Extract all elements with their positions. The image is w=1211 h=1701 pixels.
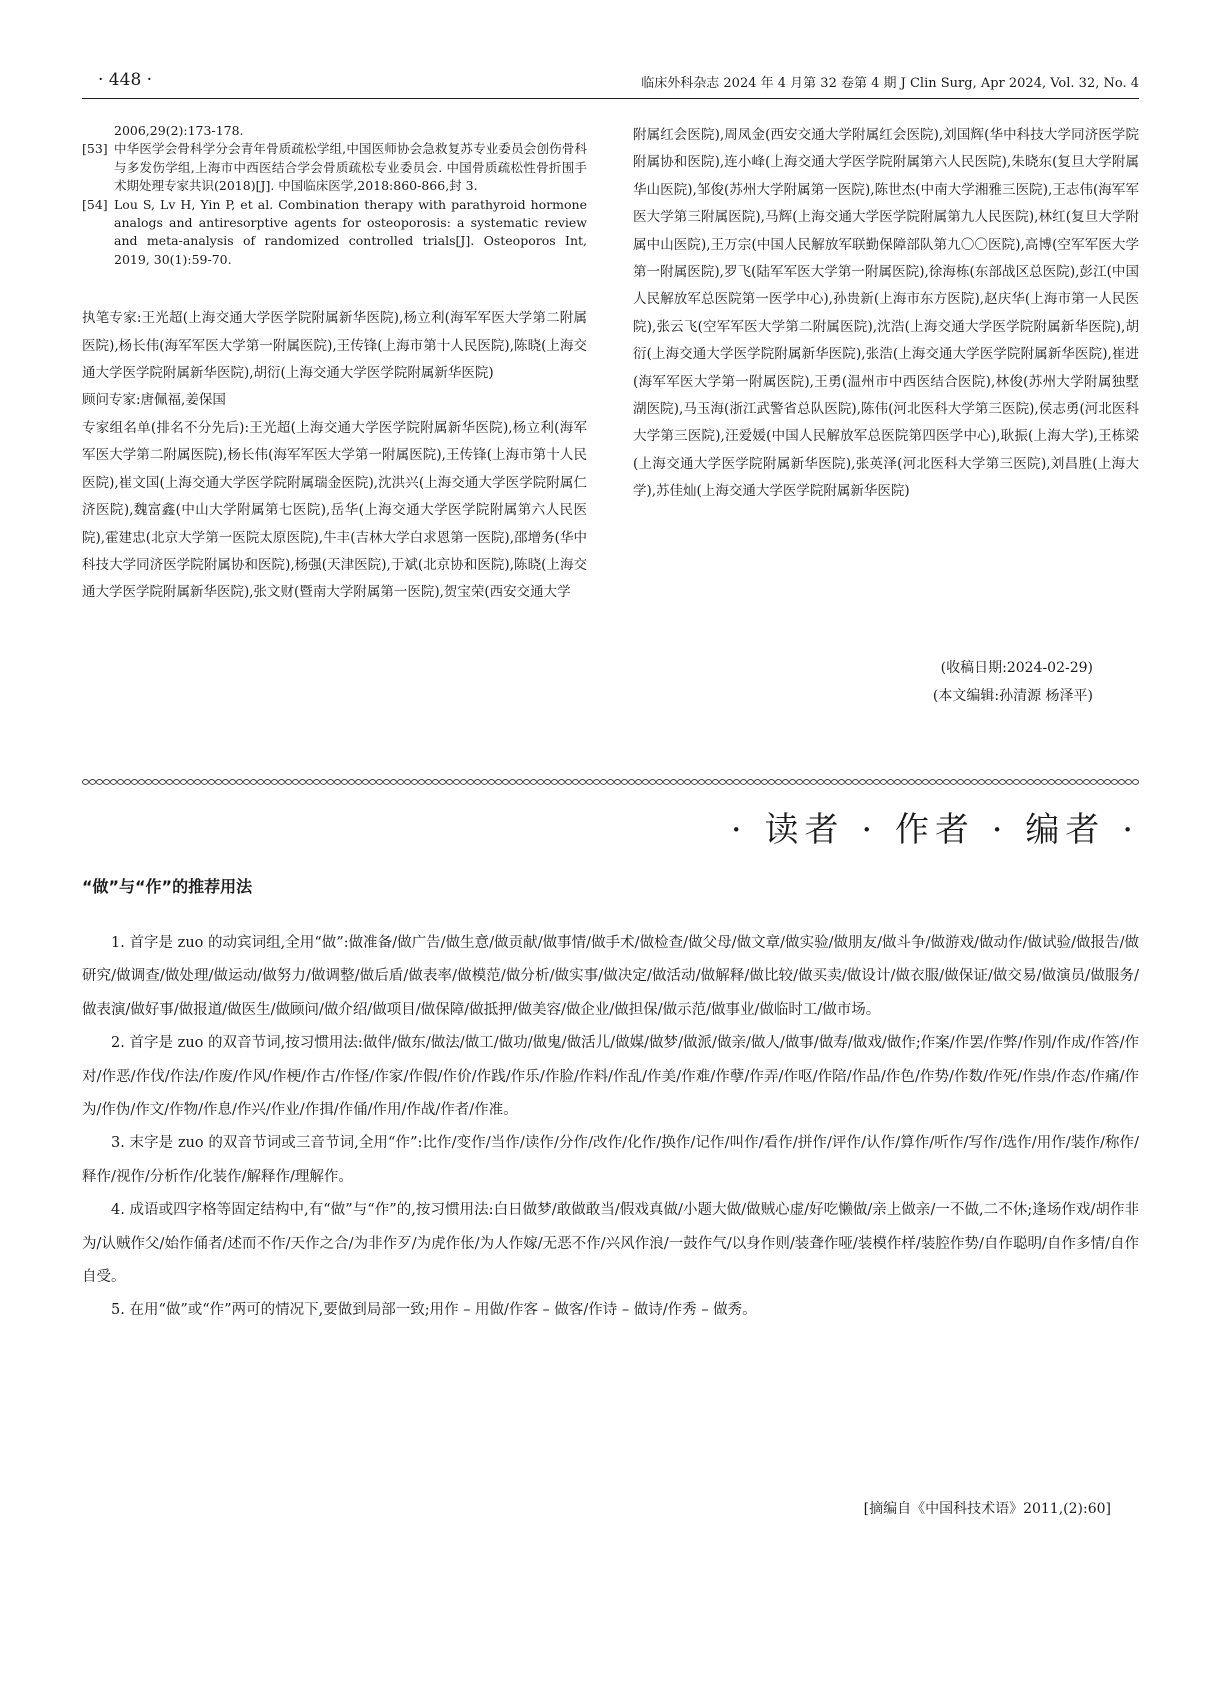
wave-divider-graphic <box>82 776 1139 788</box>
expert-group-members-continued: 附属红会医院),周凤金(西安交通大学附属红会医院),刘国辉(华中科技大学同济医学院附属协和医院),连小峰(上海交通大学医学院附属第六人民医院),朱晓东(复旦大学附属华山医院),邹俊(苏州大学附属第一医院),陈世杰(中南大学湘雅三医院),王志伟(海军军医大学第三附属医院),马辉(上海交通大学医学院附属第九人民医院),林红(复旦大学附属中山医院),王万宗(中国人民解放军联勤保障部队第九〇〇医院),高博(空军军医大学第一附属医院),罗飞(陆军军医大学第一附属医院),徐海栋(东部战区总医院),彭江(中国人民解放军总医院第一医学中心),孙贵新(上海市东方医院),赵庆华(上海市第一人民医院),张云飞(空军军医大学第二附属医院),沈浩(上海交通大学医学院附属新华医院),胡衍(上海交通大学医学院附属新华医院),张浩(上海交通大学医学院附属新华医院),崔进(海军军医大学第一附属医院),王勇(温州市中西医结合医院),林俊(苏州大学附属独墅湖医院),马玉海(浙江武警省总队医院),陈伟(河北医科大学第三医院),侯志勇(河北医科大学第三医院),汪爱媛(中国人民解放军总医院第四医学中心),耿振(上海大学),王栋梁(上海交通大学医学院附属新华医院),张英泽(河北医科大学第三医院),刘昌胜(上海大学),苏佳灿(上海交通大学医学院附属新华医院) <box>633 127 1139 500</box>
receipt-info <box>633 654 1093 710</box>
reference-continuation <box>82 122 587 140</box>
article-paragraph: 4. 成语或四字格等固定结构中,有“做”与“作”的,按习惯用法:白日做梦/敢做敢当/假戏真做/小题大做/做贼心虚/好吃懒做/亲上做亲/一不做,二不休;逢场作戏/胡作非为/认贼作父/始作俑者/述而不作/天作之合/为非作歹/为虎作伥/为人作嫁/无恶不作/兴风作浪/一鼓作气/以身作则/装聋作哑/装模作样/装腔作势/自作聪明/自作多情/自作自受。 <box>82 1202 1139 1286</box>
article-paragraph: 3. 末字是 zuo 的双音节词或三音节词,全用“作”:比作/变作/当作/读作/分作/改作/化作/换作/记作/叫作/看作/拼作/评作/认作/算作/听作/写作/选作/用作/装作/称作/释作/视作/分析作/化装作/解释作/理解作。 <box>82 1135 1139 1185</box>
reference-item <box>82 196 587 270</box>
article-editors: (本文编辑:孙清源 杨泽平) <box>932 688 1093 704</box>
header-rule <box>82 98 1139 99</box>
decorative-divider <box>82 776 1139 788</box>
reference-number: [53] <box>82 141 108 157</box>
writing-experts: 执笔专家:王光超(上海交通大学医学院附属新华医院),杨立利(海军军医大学第二附属医院),杨长伟(海军军医大学第一附属医院),王传锋(上海市第十人民医院),陈晓(上海交通大学医学院附属新华医院),胡衍(上海交通大学医学院附属新华医院) <box>82 310 587 382</box>
journal-citation: 临床外科杂志 2024 年 4 月第 32 卷第 4 期 J Clin Surg, Apr 2024, Vol. 32, No. 4 <box>641 76 1139 91</box>
reference-text: 2006,29(2):173-178. <box>114 123 244 138</box>
right-column <box>633 122 1139 506</box>
reference-text: 中华医学会骨科学分会青年骨质疏松学组,中国医师协会急救复苏专业委员会创伤骨科与多发伤学组,上海市中西医结合学会骨质疏松专业委员会. 中国骨质疏松性骨折围手术期处理专家共识(2018)[J]. 中国临床医学,2018:860-866,封 3. <box>114 141 587 194</box>
reference-text: Lou S, Lv H, Yin P, et al. Combination therapy with parathyroid hormone analogs and antiresorptive agents for osteoporosis: a systematic review and meta-analysis of randomized controlled trials[J]. Osteoporos Int, 2019, 30(1):59-70. <box>114 196 587 267</box>
expert-group-members: 专家组名单(排名不分先后):王光超(上海交通大学医学院附属新华医院),杨立利(海军军医大学第二附属医院),杨长伟(海军军医大学第一附属医院),王传锋(上海市第十人民医院),崔文国(上海交通大学医学院附属瑞金医院),沈洪兴(上海交通大学医学院附属仁济医院),魏富鑫(中山大学附属第七医院),岳华(上海交通大学医学院附属第六人民医院),霍建忠(北京大学第一医院太原医院),牛丰(吉林大学白求恩第一医院),邵增务(华中科技大学同济医学院附属协和医院),杨强(天津医院),于斌(北京协和医院),陈晓(上海交通大学医学院附属新华医院),张文财(暨南大学附属第一医院),贺宝荣(西安交通大学 <box>82 419 587 601</box>
advisory-experts: 顾问专家:唐佩福,姜保国 <box>82 392 226 409</box>
left-column <box>82 122 587 607</box>
article-paragraph: 1. 首字是 zuo 的动宾词组,全用“做”:做准备/做广告/做生意/做贡献/做事情/做手术/做检查/做父母/做文章/做实验/做朋友/做斗争/做游戏/做动作/做试验/做报告/做研究/做调查/做处理/做运动/做努力/做调整/做后盾/做表率/做模范/做分析/做实事/做决定/做活动/做解释/做比较/做买卖/做设计/做衣服/做保证/做交易/做演员/做服务/做表演/做好事/做报道/做医生/做顾问/做介绍/做项目/做保障/做抵押/做美容/做企业/做担保/做示范/做事业/做临时工/做市场。 <box>82 935 1139 1018</box>
expert-list <box>82 305 587 606</box>
article-title: “做”与“作”的推荐用法 <box>82 877 253 896</box>
page-number: · 448 · <box>98 70 153 90</box>
source-citation: [摘编自《中国科技术语》2011,(2):60] <box>863 1501 1111 1517</box>
usage-note-article <box>82 874 1139 1328</box>
article-paragraph: 2. 首字是 zuo 的双音节词,按习惯用法:做伴/做东/做法/做工/做功/做鬼/做活儿/做媒/做梦/做派/做亲/做人/做事/做寿/做戏/做作;作案/作罢/作弊/作别/作成/作答/作对/作恶/作伐/作法/作废/作风/作梗/作古/作怪/作家/作假/作价/作践/作乐/作脸/作料/作乱/作美/作难/作孽/作弄/作呕/作陪/作品/作色/作势/作数/作死/作祟/作态/作痛/作为/作伪/作文/作物/作息/作兴/作业/作揖/作俑/作用/作战/作者/作准。 <box>82 1035 1139 1119</box>
reference-item <box>82 140 587 195</box>
section-title: · 读者 · 作者 · 编者 · <box>730 810 1139 850</box>
running-header <box>82 70 1139 98</box>
received-date: (收稿日期:2024-02-29) <box>940 660 1093 676</box>
article-paragraph: 5. 在用“做”或“作”两可的情况下,要做到局部一致;用作 – 用做/作客 – 做客/作诗 – 做诗/作秀 – 做秀。 <box>111 1302 757 1319</box>
reference-list <box>82 122 587 269</box>
reference-number: [54] <box>82 196 108 212</box>
